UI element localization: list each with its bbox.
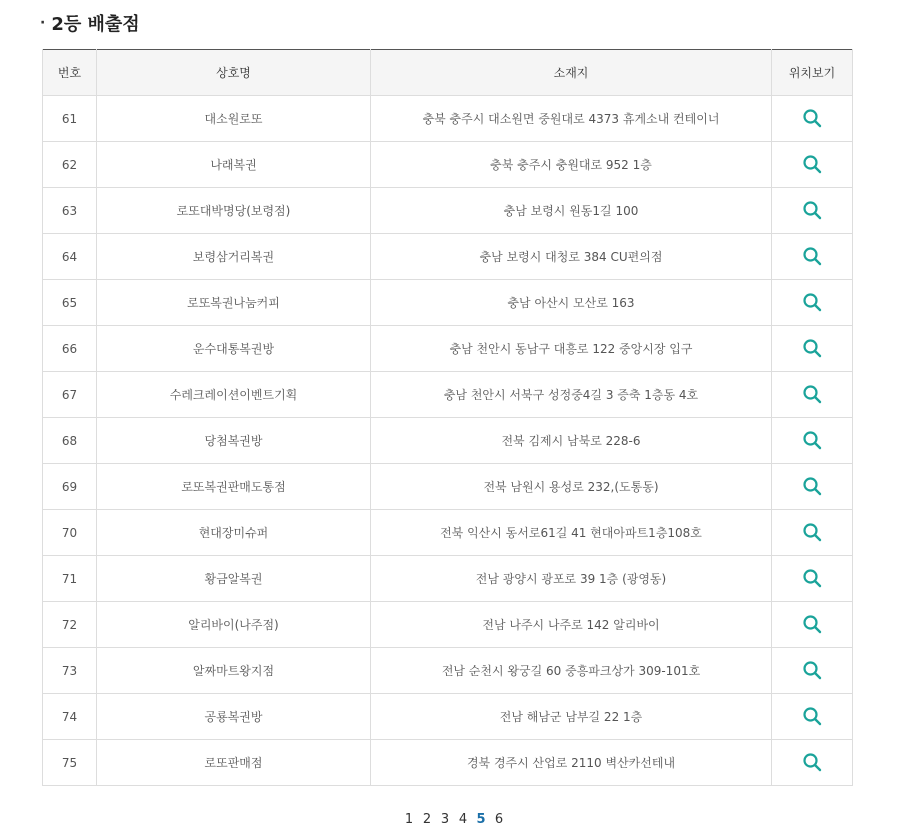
search-icon-svg: [802, 384, 822, 404]
row-number: 75: [43, 740, 97, 786]
header-address: 소재지: [371, 50, 772, 96]
page-link-2[interactable]: 2: [422, 812, 432, 827]
row-number: 74: [43, 694, 97, 740]
row-address: 충북 충주시 충원대로 952 1층: [371, 142, 772, 188]
search-icon[interactable]: [800, 612, 824, 636]
table-row: [43, 694, 853, 740]
row-store-name: 로또복권판매도통점: [97, 464, 371, 510]
header-number: 번호: [43, 50, 97, 96]
page-link-6[interactable]: 6: [494, 812, 504, 827]
row-address: 전남 해남군 남부길 22 1층: [371, 694, 772, 740]
table-row: [43, 464, 853, 510]
row-store-name: 황금알복권: [97, 556, 371, 602]
row-store-name: 로또대박명당(보령점): [97, 188, 371, 234]
table-row: [43, 96, 853, 142]
stores-table: [42, 49, 853, 786]
search-icon-svg: [802, 430, 822, 450]
row-number: 69: [43, 464, 97, 510]
search-icon[interactable]: [800, 474, 824, 498]
header-view-location: 위치보기: [772, 50, 853, 96]
row-address: 충남 보령시 원동1길 100: [371, 188, 772, 234]
table-row: [43, 740, 853, 786]
search-icon-svg: [802, 246, 822, 266]
row-address: 충남 천안시 서북구 성정중4길 3 증축 1층동 4호: [371, 372, 772, 418]
search-icon[interactable]: [800, 152, 824, 176]
search-icon[interactable]: [800, 566, 824, 590]
search-icon[interactable]: [800, 290, 824, 314]
row-store-name: 수레크레이션이벤트기획: [97, 372, 371, 418]
table-row: [43, 280, 853, 326]
search-icon[interactable]: [800, 336, 824, 360]
search-icon-svg: [802, 108, 822, 128]
search-icon-svg: [802, 568, 822, 588]
page-link-1[interactable]: 1: [404, 812, 414, 827]
table-row: [43, 234, 853, 280]
row-number: 63: [43, 188, 97, 234]
row-view-location: [772, 464, 853, 510]
row-number: 65: [43, 280, 97, 326]
row-view-location: [772, 96, 853, 142]
row-number: 68: [43, 418, 97, 464]
page-link-5[interactable]: 5: [476, 812, 486, 827]
row-store-name: 보령삼거리복권: [97, 234, 371, 280]
row-store-name: 알짜마트왕지점: [97, 648, 371, 694]
table-row: [43, 510, 853, 556]
search-icon-svg: [802, 154, 822, 174]
search-icon[interactable]: [800, 428, 824, 452]
search-icon[interactable]: [800, 382, 824, 406]
row-number: 73: [43, 648, 97, 694]
row-address: 충남 천안시 동남구 대흥로 122 중앙시장 입구: [371, 326, 772, 372]
row-number: 70: [43, 510, 97, 556]
row-address: 전남 광양시 광포로 39 1층 (광영동): [371, 556, 772, 602]
row-number: 66: [43, 326, 97, 372]
row-number: 67: [43, 372, 97, 418]
search-icon-svg: [802, 660, 822, 680]
row-address: 전남 순천시 왕궁길 60 중흥파크상가 309-101호: [371, 648, 772, 694]
row-view-location: [772, 602, 853, 648]
row-view-location: [772, 418, 853, 464]
search-icon-svg: [802, 614, 822, 634]
row-address: 전북 익산시 동서로61길 41 현대아파트1층108호: [371, 510, 772, 556]
row-store-name: 나래복권: [97, 142, 371, 188]
row-number: 64: [43, 234, 97, 280]
stores-table-wrapper: [42, 49, 852, 786]
section-title: [40, 10, 140, 36]
row-address: 전북 남원시 용성로 232,(도통동): [371, 464, 772, 510]
row-address: 경북 경주시 산업로 2110 벽산카선테내: [371, 740, 772, 786]
row-number: 61: [43, 96, 97, 142]
row-view-location: [772, 326, 853, 372]
search-icon-svg: [802, 706, 822, 726]
row-number: 62: [43, 142, 97, 188]
section-title-text: 2등 배출점: [51, 14, 140, 35]
row-store-name: 로또복권나눔커피: [97, 280, 371, 326]
search-icon-svg: [802, 476, 822, 496]
row-address: 전북 김제시 남북로 228-6: [371, 418, 772, 464]
row-view-location: [772, 142, 853, 188]
page-link-3[interactable]: 3: [440, 812, 450, 827]
row-view-location: [772, 234, 853, 280]
table-row: [43, 188, 853, 234]
row-address: 전남 나주시 나주로 142 알리바이: [371, 602, 772, 648]
row-store-name: 알리바이(나주점): [97, 602, 371, 648]
table-row: [43, 372, 853, 418]
search-icon[interactable]: [800, 198, 824, 222]
search-icon[interactable]: [800, 244, 824, 268]
table-header-row: [43, 50, 853, 96]
row-address: 충남 아산시 모산로 163: [371, 280, 772, 326]
search-icon[interactable]: [800, 750, 824, 774]
search-icon-svg: [802, 752, 822, 772]
search-icon-svg: [802, 522, 822, 542]
page-link-4[interactable]: 4: [458, 812, 468, 827]
row-store-name: 로또판매점: [97, 740, 371, 786]
table-row: [43, 648, 853, 694]
row-view-location: [772, 648, 853, 694]
table-body: [43, 96, 853, 786]
title-bullet: ·: [40, 15, 46, 31]
row-store-name: 대소원로또: [97, 96, 371, 142]
search-icon[interactable]: [800, 658, 824, 682]
row-view-location: [772, 694, 853, 740]
row-view-location: [772, 372, 853, 418]
row-view-location: [772, 510, 853, 556]
row-view-location: [772, 188, 853, 234]
table-row: [43, 418, 853, 464]
row-number: 71: [43, 556, 97, 602]
table-row: [43, 556, 853, 602]
table-row: [43, 142, 853, 188]
search-icon-svg: [802, 200, 822, 220]
row-store-name: 공룡복권방: [97, 694, 371, 740]
row-view-location: [772, 556, 853, 602]
search-icon-svg: [802, 338, 822, 358]
row-address: 충북 충주시 대소원면 중원대로 4373 휴게소내 컨테이너: [371, 96, 772, 142]
table-row: [43, 602, 853, 648]
row-store-name: 운수대통복권방: [97, 326, 371, 372]
row-address: 충남 보령시 대청로 384 CU편의점: [371, 234, 772, 280]
pagination: [0, 812, 908, 827]
table-row: [43, 326, 853, 372]
row-number: 72: [43, 602, 97, 648]
row-store-name: 당첨복권방: [97, 418, 371, 464]
row-view-location: [772, 280, 853, 326]
search-icon[interactable]: [800, 520, 824, 544]
row-store-name: 현대장미슈퍼: [97, 510, 371, 556]
search-icon[interactable]: [800, 106, 824, 130]
row-view-location: [772, 740, 853, 786]
header-store-name: 상호명: [97, 50, 371, 96]
search-icon[interactable]: [800, 704, 824, 728]
search-icon-svg: [802, 292, 822, 312]
